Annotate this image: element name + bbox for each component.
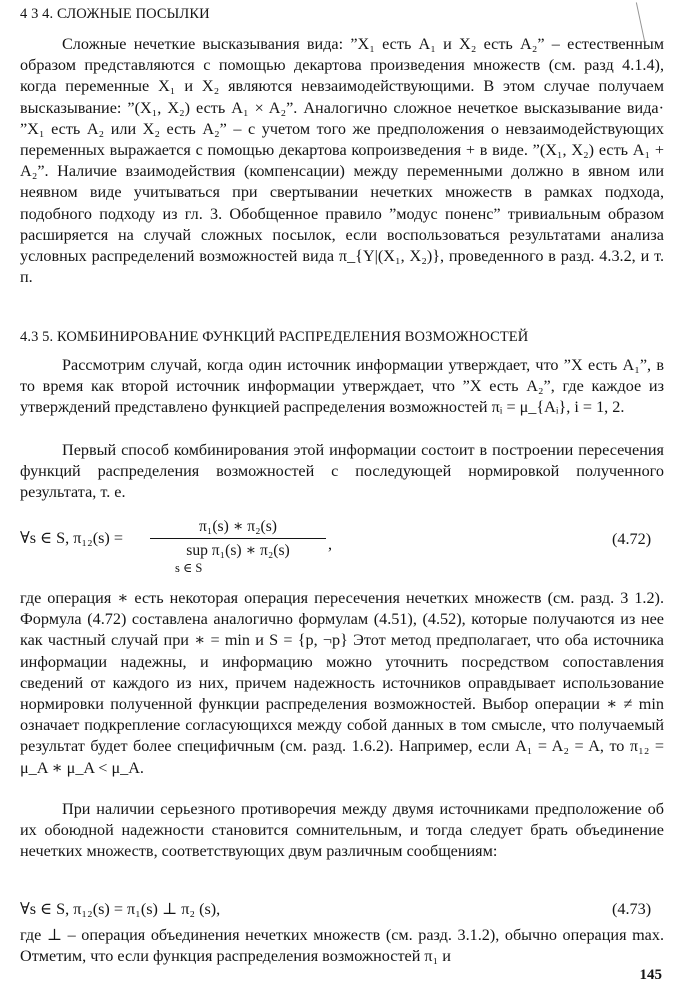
paragraph-text: где операция ∗ есть некоторая операция пересечения нечетких множеств (см. разд. 3 1.2). Формула (4.72) составлена аналогично формулам (4.51), (4.52), которые получаются из нее как частный случай при ∗ = min и S = {p, ¬p} Этот метод предполагает, что оба источника информации надежны, и информацию можно уточнить посредством сопоставления сведений от каждого из них, причем надежность источников оправдывает использование нормировки полученной функции распределения возможностей. Выбор операции ∗ ≠ min означает подкрепление согласующихся между собой данных в том смысле, что получаемый результат будет более специфичным (см. разд. 1.6.2). Например, если A₁ = A₂ = A, то π₁₂ = μ_A ∗ μ_A < μ_A.: [20, 589, 664, 777]
paragraph-union-operation: [20, 925, 664, 967]
formula-denominator: sup π₁(s) ∗ π₂(s): [186, 542, 290, 559]
page-number: 145: [639, 967, 662, 983]
section-heading-435: 4.3 5. КОМБИНИРОВАНИЕ ФУНКЦИЙ РАСПРЕДЕЛЕНИЯ ВОЗМОЖНОСТЕЙ: [20, 329, 529, 345]
paragraph-complex-premises: [20, 34, 664, 288]
paragraph-text: Сложные нечеткие высказывания вида: ”X₁ есть A₁ и X₂ есть A₂” – естественным образом представляются с помощью декартова произведения множеств (см. разд 4.1.4), когда переменные X₁ и X₂ являются невзаимодействующими. В этом случае получаем высказывание: ”(X₁, X₂) есть A₁ × A₂”. Аналогично сложное нечеткое высказывание вида· ”X₁ есть A₂ или X₂ есть A₂” – с учетом того же предположения о невзаимодействующих переменных выражается с помощью декартова копроизведения + в виде. ”(X₁, X₂) есть A₁ + A₂”. Наличие взаимодействия (компенсации) между переменными должно в явном или неявном виде учитываться при свертывании нечетких множеств в рамках подхода, подобного подходу из гл. 3. Обобщенное правило ”модус поненс” тривиальным образом расширяется на случай сложных посылок, если воспользоваться результатами анализа условных распределений возможностей вида π_{Y|(X₁, X₂)}, проведенного в разд. 4.3.2, и т. п.: [20, 35, 664, 287]
paragraph-first-method: [20, 440, 664, 504]
paragraph-text: При наличии серьезного противоречия между двумя источниками предположение об их обоюдной надежности становится сомнительным, и тогда следует брать объединение нечетких множеств, соответствующих двум различным сообщениям:: [20, 800, 664, 861]
equation-number: (4.72): [612, 530, 652, 548]
section-heading-434: 4 3 4. СЛОЖНЫЕ ПОСЫЛКИ: [20, 6, 210, 22]
paragraph-text: Рассмотрим случай, когда один источник информации утверждает, что ”X есть A₁”, в то время как второй источник информации утверждает, что ”X есть A₂”, где каждое из утверждений представлено функцией распределения возможностей πᵢ = μ_{Aᵢ}, i = 1, 2.: [20, 356, 664, 417]
paragraph-text: где ⊥ – операция объединения нечетких множеств (см. разд. 3.1.2), обычно операция max. Отметим, что если функция распределения возможностей π₁ и: [20, 926, 664, 966]
formula-fraction: [150, 517, 326, 560]
paragraph-text: Первый способ комбинирования этой информации состоит в построении пересечения функций распределения возможностей с последующей нормировкой полученного результата, т. е.: [20, 441, 664, 502]
formula-expression: ∀s ∈ S, π₁₂(s) = π₁(s) ⊥ π₂ (s),: [20, 900, 221, 918]
paragraph-two-sources: [20, 355, 664, 419]
formula-tail: ,: [328, 535, 333, 553]
formula-numerator: π₁(s) ∗ π₂(s): [150, 517, 326, 539]
formula-under-sup: s ∈ S: [175, 561, 203, 575]
paragraph-conflict: [20, 799, 664, 863]
paragraph-operation-explanation: [20, 588, 664, 779]
formula-lhs: ∀s ∈ S, π₁₂(s) =: [20, 529, 123, 547]
equation-number: (4.73): [612, 900, 652, 918]
